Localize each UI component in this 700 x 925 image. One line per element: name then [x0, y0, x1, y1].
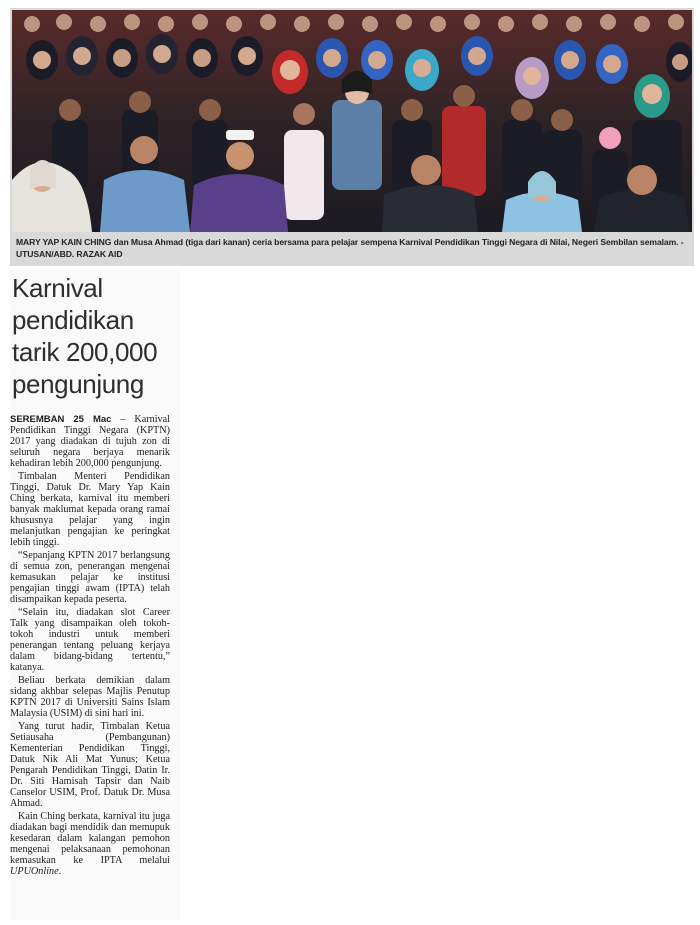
paragraph-7-text: Kain Ching berkata, karnival itu juga diadakan bagi mendidik dan memupuk kesedaran dalam kalangan pemohon mengenai pelaksanaan pemohonan kemasukan ke IPTA melalui — [10, 811, 170, 866]
photo-caption — [16, 236, 688, 260]
paragraph-7 — [10, 811, 170, 877]
paragraph-1 — [10, 414, 170, 469]
paragraph-3: “Sepanjang KPTN 2017 berlangsung di semua zon, penerangan mengenai kemasukan pelajar ke institusi pengajian tinggi awam (IPTA) telah disampaikan kepada peserta. — [10, 550, 170, 605]
group-photo — [12, 10, 692, 232]
article-headline: Karnival pendidikan tarik 200,000 pengunjung — [12, 273, 158, 399]
news-photo-frame — [10, 8, 694, 266]
paragraph-5: Beliau berkata demikian dalam sidang akhbar selepas Majlis Penutup KPTN 2017 di Universiti Sains Islam Malaysia (USIM) di sini hari ini. — [10, 675, 170, 719]
news-article — [10, 270, 180, 920]
caption-text: dan Musa Ahmad (tiga dari kanan) ceria bersama para pelajar sempena Karnival Pendidikan Tinggi Negara di Nilai, Negeri Sembilan semalam. - UTUSAN/ABD. RAZAK AID — [16, 237, 684, 259]
caption-names: MARY YAP KAIN CHING — [16, 237, 112, 247]
group-photo-illustration — [12, 10, 692, 232]
paragraph-2: Timbalan Menteri Pendidikan Tinggi, Datuk Dr. Mary Yap Kain Ching berkata, karnival itu memberi banyak maklumat kepada orang ramai khususnya pelajar yang ingin melanjutkan pengajian ke peringkat lebih tinggi. — [10, 471, 170, 548]
paragraph-4: “Selain itu, diadakan slot Career Talk yang disampaikan oleh tokoh-tokoh industri untuk memberi penerangan tentang peluang kerjaya dalam bidang-bidang tertentu,” katanya. — [10, 607, 170, 673]
upuonline-link-text: UPUOnline — [10, 866, 59, 877]
paragraph-7-end: . — [58, 866, 62, 877]
paragraph-1-text: – Karnival Pendidikan Tinggi Negara (KPTN) 2017 yang diadakan di tujuh zon di seluruh negara berjaya menarik kehadiran lebih 200,000 pengunjung. — [10, 414, 170, 469]
article-body — [10, 414, 170, 879]
paragraph-6: Yang turut hadir, Timbalan Ketua Setiausaha (Pembangunan) Kementerian Pendidikan Tinggi, Datuk Nik Ali Mat Yunus; Ketua Pengarah Pendidikan Tinggi, Datin Ir. Dr. Siti Hamisah Tapsir dan Naib Canselor USIM, Prof. Datuk Dr. Musa Ahmad. — [10, 721, 170, 809]
dateline: SEREMBAN 25 Mac — [10, 414, 112, 425]
